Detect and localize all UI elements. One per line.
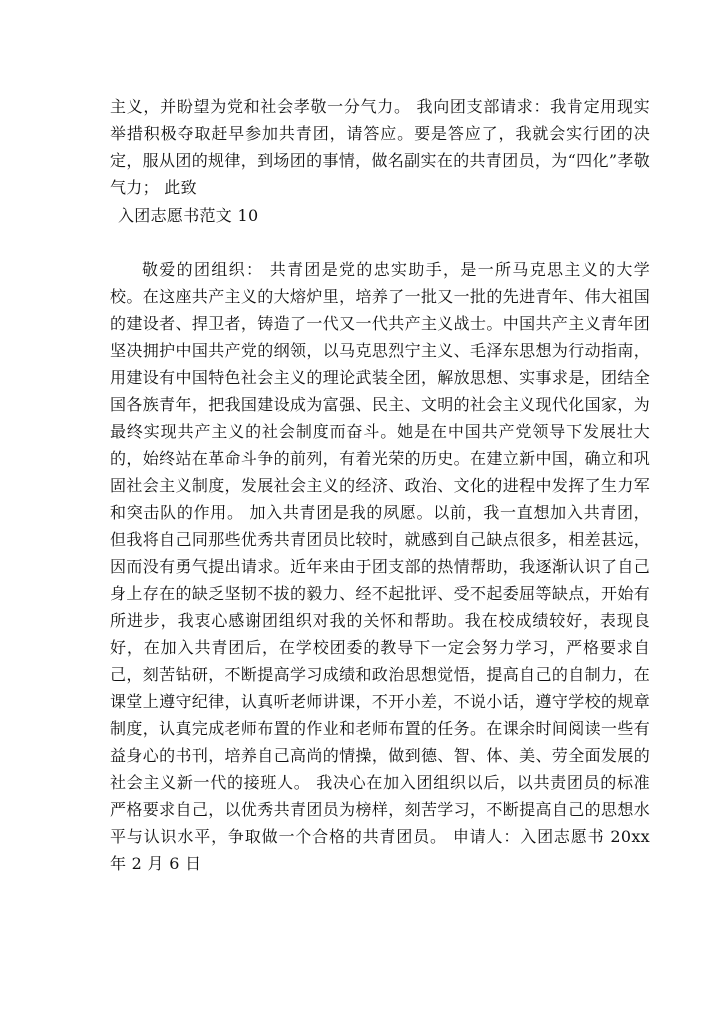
section-title: 入团志愿书范文 10	[118, 206, 259, 225]
continuation-paragraph: 主义，并盼望为党和社会孝敬一分气力。 我向团支部请求：我肯定用现实举措积极夺取赶早参加共青团，请答应。要是答应了，我就会实行团的决定，服从团的规律，到场团的事情，做名副实在的共青团员，为“四化”孝敬气力； 此致	[110, 97, 650, 197]
body-paragraph: 敬爱的团组织： 共青团是党的忠实助手，是一所马克思主义的大学校。在这座共产主义的大熔炉里，培养了一批又一批的先进青年、伟大祖国的建设者、捍卫者，铸造了一代又一代共产主义战士。中国共产主义青年团坚决拥护中国共产党的纲领，以马克思烈宁主义、毛泽东思想为行动指南，用建设有中国特色社会主义的理论武装全团，解放思想、实事求是，团结全国各族青年，把我国建设成为富强、民主、文明的社会主义现代化国家，为最终实现共产主义的社会制度而奋斗。她是在中国共产党领导下发展壮大的，始终站在革命斗争的前列，有着光荣的历史。在建立新中国，确立和巩固社会主义制度，发展社会主义的经济、政治、文化的进程中发挥了生力军和突击队的作用。 加入共青团是我的夙愿。以前，我一直想加入共青团，但我将自己同那些优秀共青团员比较时，就感到自己缺点很多，相差甚远，因而没有勇气提出请求。近年来由于团支部的热情帮助，我逐渐认识了自己身上存在的缺乏坚韧不拔的毅力、经不起批评、受不起委屈等缺点，开始有所进步，我衷心感谢团组织对我的关怀和帮助。我在校成绩较好，表现良好，在加入共青团后，在学校团委的教导下一定会努力学习，严格要求自己，刻苦钻研，不断提高学习成绩和政治思想觉悟，提高自己的自制力，在课堂上遵守纪律，认真听老师讲课，不开小差，不说小话，遵守学校的规章制度，认真完成老师布置的作业和老师布置的任务。在课余时间阅读一些有益身心的书刊，培养自己高尚的情操，做到德、智、体、美、劳全面发展的社会主义新一代的接班人。 我决心在加入团组织以后，以共责团员的标准严格要求自己，以优秀共青团员为榜样，刻苦学习，不断提高自己的思想水平与认识水平，争取做一个合格的共青团员。 申请人：入团志愿书 20xx 年 2 月 6 日	[110, 260, 650, 873]
